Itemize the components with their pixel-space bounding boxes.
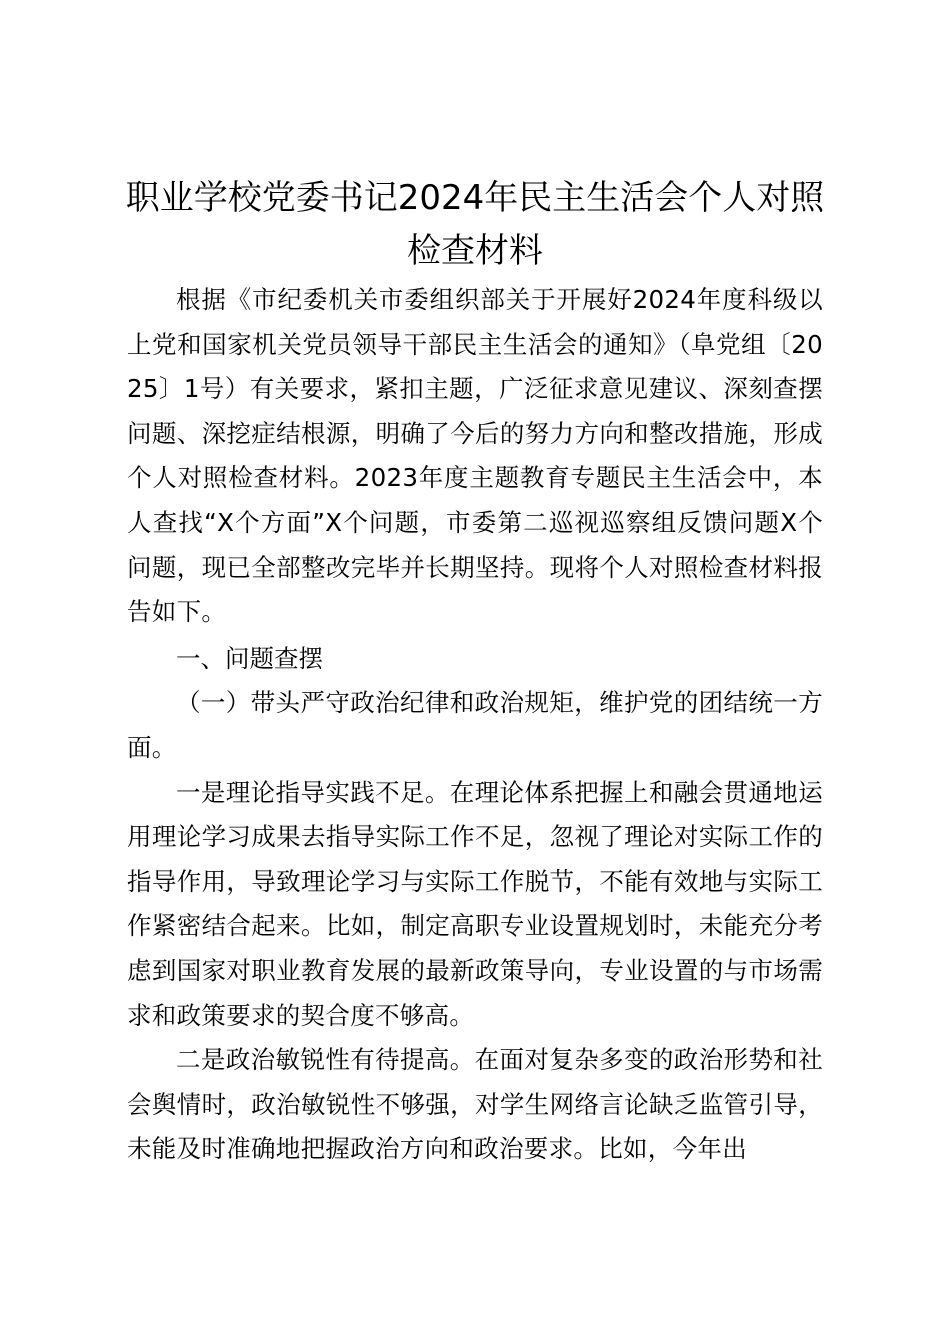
intro-paragraph: 根据《市纪委机关市委组织部关于开展好2024年度科级以上党和国家机关党员领导干部民主生活会的通知》（阜党组〔2025〕1号）有关要求，紧扣主题，广泛征求意见建议、深刻查摆问题、深挖症结根源，明确了今后的努力方向和整改措施，形成个人对照检查材料。2023年度主题教育专题民主生活会中，本人查找“X个方面”X个问题，市委第二巡视巡察组反馈问题X个问题，现已全部整改完毕并长期坚持。现将个人对照检查材料报告如下。	[127, 285, 823, 627]
point-theory-practice: 一是理论指导实践不足。在理论体系把握上和融会贯通地运用理论学习成果去指导实际工作不足，忽视了理论对实际工作的指导作用，导致理论学习与实际工作脱节，不能有效地与实际工作紧密结合起来。比如，制定高职专业设置规划时，未能充分考虑到国家对职业教育发展的最新政策导向，专业设置的与市场需求和政策要求的契合度不够高。	[127, 777, 823, 1030]
subsection-heading-political-discipline: （一）带头严守政治纪律和政治规矩，维护党的团结统一方面。	[127, 688, 823, 762]
point-political-sensitivity: 二是政治敏锐性有待提高。在面对复杂多变的政治形势和社会舆情时，政治敏锐性不够强，对学生网络言论缺乏监管引导，未能及时准确地把握政治方向和政治要求。比如，今年出	[127, 1045, 823, 1164]
document-body	[127, 278, 823, 1172]
document-title: 职业学校党委书记2024年民主生活会个人对照检查材料	[125, 178, 825, 271]
section-heading-problems: 一、问题查摆	[176, 643, 323, 673]
